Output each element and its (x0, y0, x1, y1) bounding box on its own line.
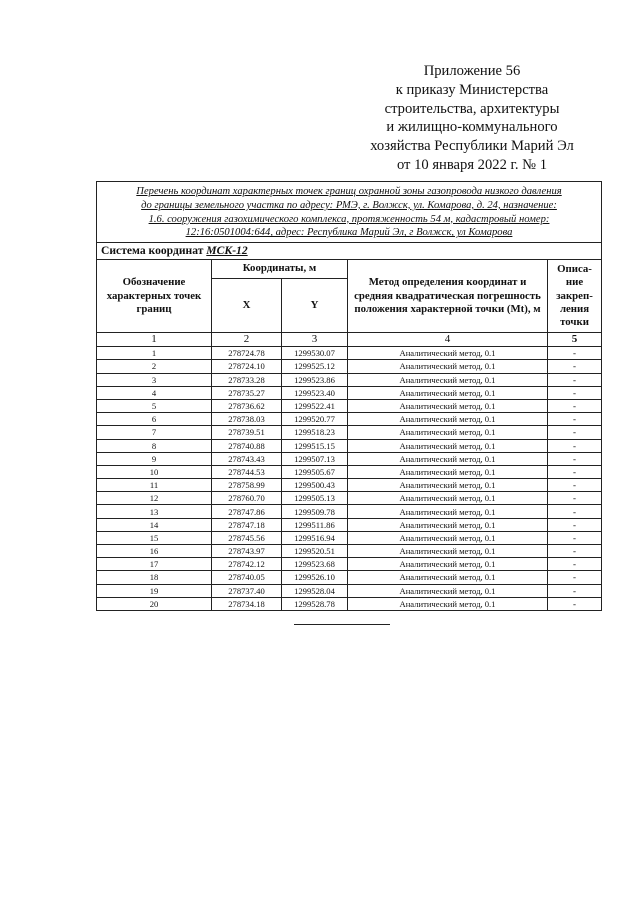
point-number-cell: 6 (97, 413, 212, 426)
description-cell: - (548, 413, 602, 426)
x-coordinate-cell: 278734.18 (212, 597, 282, 610)
description-cell: - (548, 399, 602, 412)
method-cell: Аналитический метод, 0.1 (348, 347, 548, 360)
point-number-cell: 5 (97, 399, 212, 412)
table-row (97, 386, 602, 399)
table-row (97, 505, 602, 518)
x-coordinate-cell: 278737.40 (212, 584, 282, 597)
description-cell: - (548, 452, 602, 465)
method-cell: Аналитический метод, 0.1 (348, 426, 548, 439)
header-x: X (212, 278, 282, 333)
description-cell: - (548, 465, 602, 478)
x-coordinate-cell: 278742.12 (212, 558, 282, 571)
y-coordinate-cell: 1299516.94 (282, 531, 348, 544)
table-row (97, 426, 602, 439)
point-number-cell: 16 (97, 545, 212, 558)
column-number: 3 (282, 333, 348, 347)
description-cell: - (548, 479, 602, 492)
description-cell: - (548, 426, 602, 439)
x-coordinate-cell: 278747.18 (212, 518, 282, 531)
y-coordinate-cell: 1299522.41 (282, 399, 348, 412)
appendix-line: хозяйства Республики Марий Эл (370, 138, 574, 155)
point-number-cell: 10 (97, 465, 212, 478)
method-cell: Аналитический метод, 0.1 (348, 584, 548, 597)
point-number-cell: 19 (97, 584, 212, 597)
point-number-cell: 3 (97, 373, 212, 386)
description-cell: - (548, 518, 602, 531)
header-point: Обозначение характерных точек границ (97, 260, 212, 333)
table-row (97, 360, 602, 373)
table-row (97, 571, 602, 584)
appendix-line: к приказу Министерства (395, 81, 549, 98)
description-cell: - (548, 571, 602, 584)
description-cell: - (548, 584, 602, 597)
point-number-cell: 2 (97, 360, 212, 373)
table-title (97, 182, 602, 243)
table-row (97, 347, 602, 360)
x-coordinate-cell: 278724.10 (212, 360, 282, 373)
point-number-cell: 1 (97, 347, 212, 360)
appendix-header (357, 62, 587, 175)
x-coordinate-cell: 278738.03 (212, 413, 282, 426)
description-cell: - (548, 492, 602, 505)
x-coordinate-cell: 278735.27 (212, 386, 282, 399)
point-number-cell: 15 (97, 531, 212, 544)
y-coordinate-cell: 1299515.15 (282, 439, 348, 452)
method-cell: Аналитический метод, 0.1 (348, 597, 548, 610)
method-cell: Аналитический метод, 0.1 (348, 492, 548, 505)
method-cell: Аналитический метод, 0.1 (348, 399, 548, 412)
point-number-cell: 20 (97, 597, 212, 610)
table-row (97, 584, 602, 597)
y-coordinate-cell: 1299505.67 (282, 465, 348, 478)
y-coordinate-cell: 1299509.78 (282, 505, 348, 518)
y-coordinate-cell: 1299520.77 (282, 413, 348, 426)
closing-rule (294, 624, 390, 625)
method-cell: Аналитический метод, 0.1 (348, 413, 548, 426)
point-number-cell: 7 (97, 426, 212, 439)
x-coordinate-cell: 278739.51 (212, 426, 282, 439)
y-coordinate-cell: 1299528.78 (282, 597, 348, 610)
table-row (97, 492, 602, 505)
x-coordinate-cell: 278743.43 (212, 452, 282, 465)
coordinate-system-row (97, 243, 602, 260)
y-coordinate-cell: 1299518.23 (282, 426, 348, 439)
title-line: до границы земельного участка по адресу: РМЭ, г. Волжск, ул. Комарова, д. 24, назначение: (141, 199, 557, 211)
table-row (97, 597, 602, 610)
table-row (97, 531, 602, 544)
x-coordinate-cell: 278736.62 (212, 399, 282, 412)
description-cell: - (548, 597, 602, 610)
table-title-row (97, 182, 602, 243)
method-cell: Аналитический метод, 0.1 (348, 558, 548, 571)
method-cell: Аналитический метод, 0.1 (348, 518, 548, 531)
table-row (97, 373, 602, 386)
header-row (97, 260, 602, 279)
y-coordinate-cell: 1299507.13 (282, 452, 348, 465)
description-cell: - (548, 347, 602, 360)
y-coordinate-cell: 1299530.07 (282, 347, 348, 360)
table-row (97, 439, 602, 452)
appendix-line: Приложение 56 (423, 63, 521, 79)
description-cell: - (548, 360, 602, 373)
x-coordinate-cell: 278747.86 (212, 505, 282, 518)
coordinate-system-label: Система координат (101, 244, 204, 258)
column-number: 5 (548, 333, 602, 347)
point-number-cell: 4 (97, 386, 212, 399)
method-cell: Аналитический метод, 0.1 (348, 452, 548, 465)
point-number-cell: 14 (97, 518, 212, 531)
x-coordinate-cell: 278758.99 (212, 479, 282, 492)
x-coordinate-cell: 278760.70 (212, 492, 282, 505)
coordinate-system-name: МСК-12 (206, 244, 248, 258)
point-number-cell: 12 (97, 492, 212, 505)
table-row (97, 545, 602, 558)
description-cell: - (548, 386, 602, 399)
description-cell: - (548, 373, 602, 386)
coordinates-table (96, 181, 602, 611)
title-line: 1.6. сооружения газохимического комплекса, протяженность 54 м, кадастровый номер: (148, 213, 550, 225)
x-coordinate-cell: 278744.53 (212, 465, 282, 478)
method-cell: Аналитический метод, 0.1 (348, 479, 548, 492)
y-coordinate-cell: 1299511.86 (282, 518, 348, 531)
y-coordinate-cell: 1299523.68 (282, 558, 348, 571)
y-coordinate-cell: 1299520.51 (282, 545, 348, 558)
column-number: 4 (348, 333, 548, 347)
method-cell: Аналитический метод, 0.1 (348, 545, 548, 558)
description-cell: - (548, 545, 602, 558)
y-coordinate-cell: 1299526.10 (282, 571, 348, 584)
point-number-cell: 13 (97, 505, 212, 518)
table-row (97, 452, 602, 465)
title-line: 12:16:0501004:644, адрес: Республика Марий Эл, г Волжск, ул Комарова (185, 227, 513, 239)
title-line: Перечень координат характерных точек границ охранной зоны газопровода низкого давления (136, 186, 562, 197)
y-coordinate-cell: 1299525.12 (282, 360, 348, 373)
description-cell: - (548, 439, 602, 452)
header-method: Метод определения координат и средняя квадратическая погрешность положения характерной точки (Mt), м (348, 260, 548, 333)
table-row (97, 479, 602, 492)
table-row (97, 399, 602, 412)
appendix-line: от 10 января 2022 г. № 1 (396, 156, 548, 173)
y-coordinate-cell: 1299523.86 (282, 373, 348, 386)
point-number-cell: 9 (97, 452, 212, 465)
point-number-cell: 11 (97, 479, 212, 492)
x-coordinate-cell: 278740.05 (212, 571, 282, 584)
y-coordinate-cell: 1299528.04 (282, 584, 348, 597)
description-cell: - (548, 531, 602, 544)
method-cell: Аналитический метод, 0.1 (348, 386, 548, 399)
column-number: 2 (212, 333, 282, 347)
table-row (97, 465, 602, 478)
y-coordinate-cell: 1299523.40 (282, 386, 348, 399)
coordinate-system (97, 243, 602, 260)
table-row (97, 558, 602, 571)
point-number-cell: 8 (97, 439, 212, 452)
header-description: Описа-ние закреп-ления точки (548, 260, 602, 333)
method-cell: Аналитический метод, 0.1 (348, 531, 548, 544)
table-row (97, 518, 602, 531)
y-coordinate-cell: 1299500.43 (282, 479, 348, 492)
method-cell: Аналитический метод, 0.1 (348, 465, 548, 478)
table-row (97, 413, 602, 426)
x-coordinate-cell: 278745.56 (212, 531, 282, 544)
column-number: 1 (97, 333, 212, 347)
method-cell: Аналитический метод, 0.1 (348, 505, 548, 518)
method-cell: Аналитический метод, 0.1 (348, 439, 548, 452)
method-cell: Аналитический метод, 0.1 (348, 373, 548, 386)
appendix-line: строительства, архитектуры (384, 100, 560, 117)
point-number-cell: 17 (97, 558, 212, 571)
description-cell: - (548, 505, 602, 518)
column-number-row (97, 333, 602, 347)
description-cell: - (548, 558, 602, 571)
y-coordinate-cell: 1299505.13 (282, 492, 348, 505)
method-cell: Аналитический метод, 0.1 (348, 360, 548, 373)
x-coordinate-cell: 278743.97 (212, 545, 282, 558)
x-coordinate-cell: 278740.88 (212, 439, 282, 452)
point-number-cell: 18 (97, 571, 212, 584)
x-coordinate-cell: 278724.78 (212, 347, 282, 360)
appendix-line: и жилищно-коммунального (386, 119, 558, 136)
x-coordinate-cell: 278733.28 (212, 373, 282, 386)
method-cell: Аналитический метод, 0.1 (348, 571, 548, 584)
header-coords: Координаты, м (212, 260, 348, 279)
header-y: Y (282, 278, 348, 333)
